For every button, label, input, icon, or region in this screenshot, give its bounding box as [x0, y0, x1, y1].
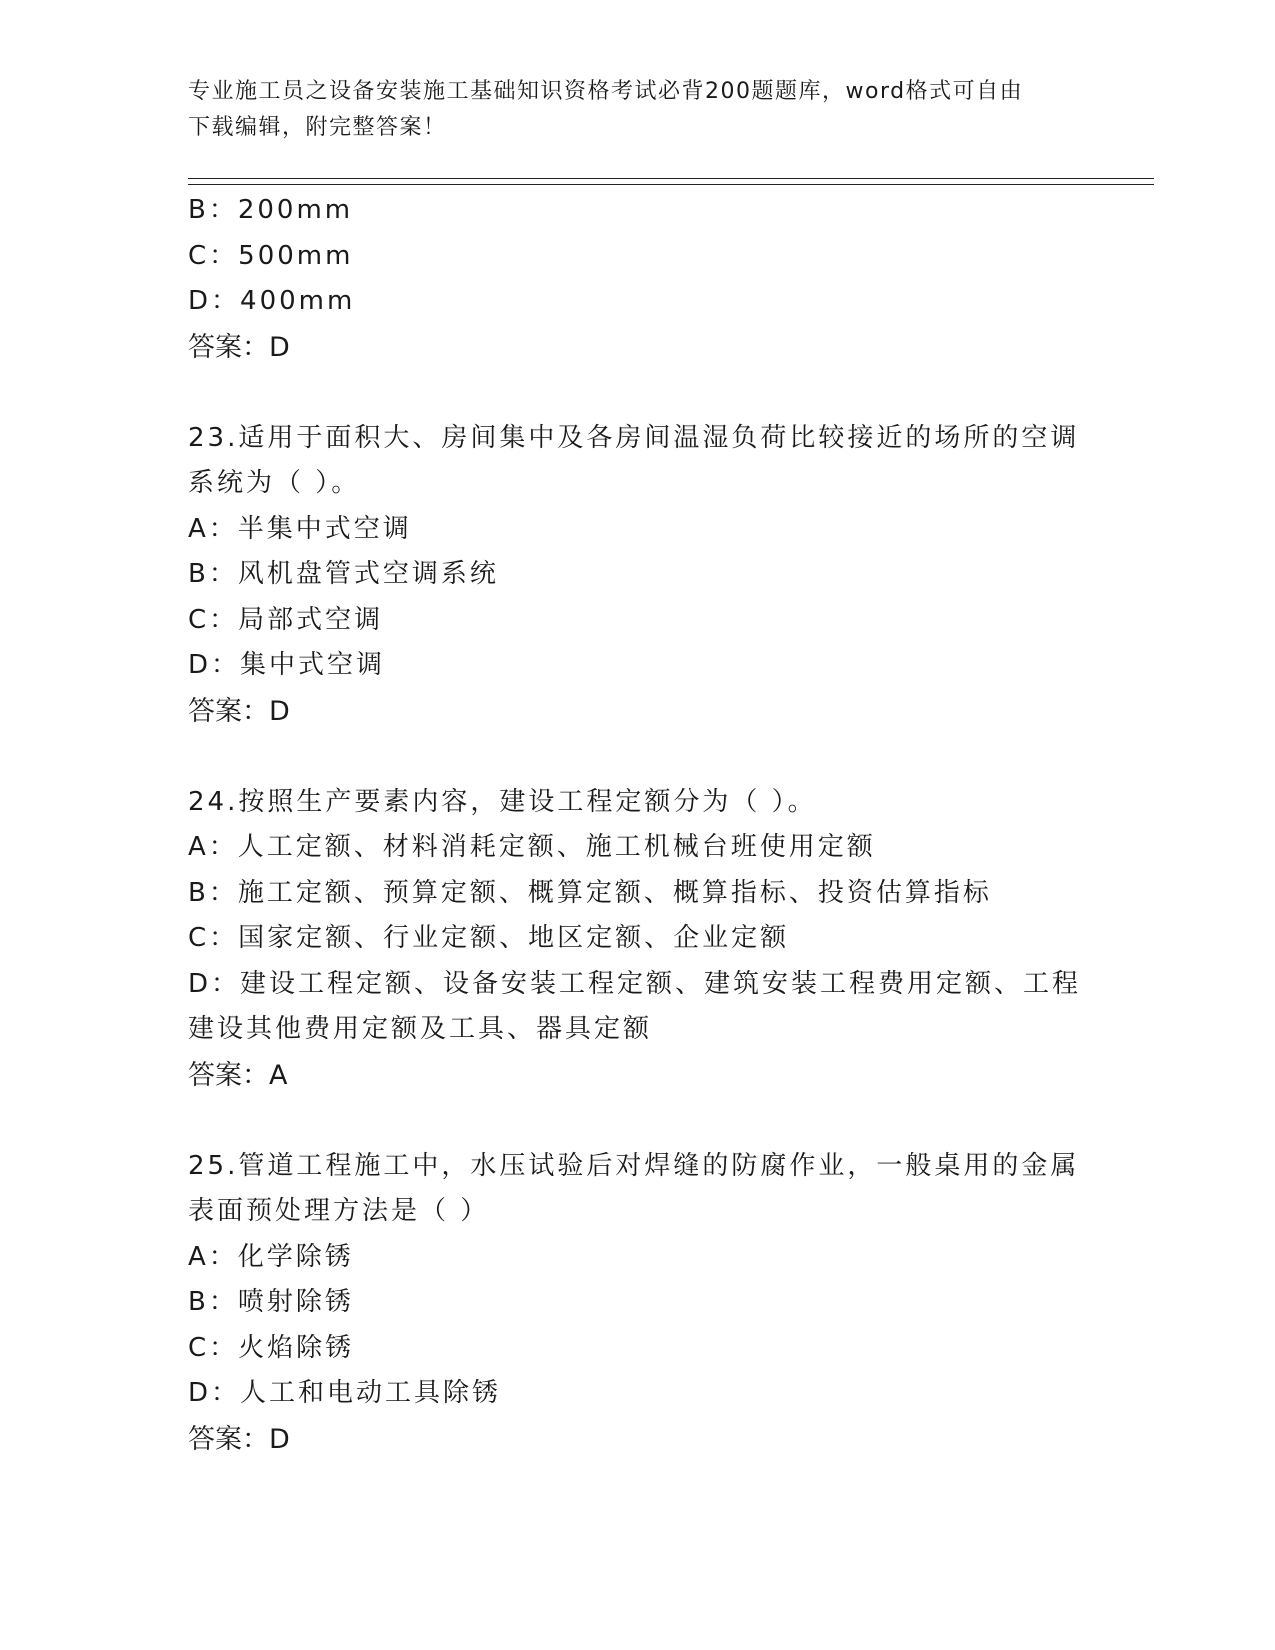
answer-line: 答案：A [188, 1059, 288, 1091]
question-22-continuation [188, 188, 1088, 370]
option-d: D：建设工程定额、设备安装工程定额、建筑安装工程费用定额、工程 [188, 968, 1082, 999]
option-a: A：人工定额、材料消耗定额、施工机械台班使用定额 [188, 832, 876, 862]
option-c: C：局部式空调 [188, 604, 384, 635]
question-list [188, 188, 1088, 1462]
header-line-2: 下载编辑，附完整答案！ [188, 115, 447, 140]
answer-line: 答案：D [188, 331, 290, 363]
spacer [188, 734, 1088, 780]
answer-line: 答案：D [188, 1423, 290, 1455]
option-d: D：400mm [188, 286, 356, 316]
option-a: A：化学除锈 [188, 1241, 354, 1272]
option-a: A：半集中式空调 [188, 513, 412, 544]
question-stem-line: 表面预处理方法是（ ） [188, 1196, 490, 1226]
answer-line: 答案：D [188, 695, 290, 727]
spacer [188, 370, 1088, 416]
option-c: C：火焰除锈 [188, 1332, 355, 1363]
spacer [188, 1098, 1088, 1144]
option-b: B：200mm [188, 195, 354, 225]
option-b: B：喷射除锈 [188, 1287, 354, 1317]
question-stem-line: 23.适用于面积大、房间集中及各房间温湿负荷比较接近的场所的空调 [188, 422, 1080, 453]
header-divider [188, 178, 1154, 185]
option-d: D：集中式空调 [188, 650, 386, 680]
question-23 [188, 416, 1088, 735]
option-d: D：人工和电动工具除锈 [188, 1378, 502, 1408]
question-stem-line: 25.管道工程施工中，水压试验后对焊缝的防腐作业，一般桌用的金属 [188, 1150, 1080, 1181]
option-b: B：风机盘管式空调系统 [188, 559, 499, 589]
option-b: B：施工定额、预算定额、概算定额、概算指标、投资估算指标 [188, 877, 992, 908]
question-stem-line: 系统为（ ）。 [188, 468, 361, 498]
header-line-1: 专业施工员之设备安装施工基础知识资格考试必背200题题库，word格式可自由 [188, 79, 1024, 104]
question-stem-line: 24.按照生产要素内容，建设工程定额分为（ ）。 [188, 786, 817, 817]
question-24 [188, 780, 1088, 1099]
question-25 [188, 1144, 1088, 1463]
option-c: C：500mm [188, 240, 354, 271]
document-header [188, 74, 1068, 146]
option-d-continuation: 建设其他费用定额及工具、器具定额 [188, 1014, 653, 1044]
option-c: C：国家定额、行业定额、地区定额、企业定额 [188, 923, 790, 953]
